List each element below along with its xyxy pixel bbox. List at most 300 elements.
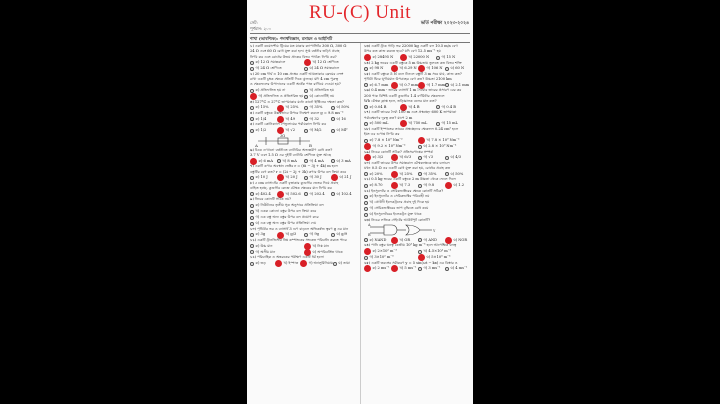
answer-bubble — [250, 176, 254, 180]
exam-page — [247, 0, 473, 404]
question-text-line — [250, 111, 358, 116]
answer-bubble — [445, 83, 449, 87]
option-label: গ) 0.4 B — [441, 104, 456, 109]
option-label: ক) 15% — [255, 105, 269, 110]
option-label: গ) M/2 — [309, 128, 322, 133]
logic-gate-figure — [364, 223, 472, 237]
option-label: গ) অ্যালুমিনিয়াম — [308, 260, 333, 265]
option-label: খ) প্রতিসরিত হয় — [309, 88, 335, 93]
question-text: ইনসুলেটর ও সেমিকন্ডাক্টরের ক্ষেত্রে কোনটি সঠিক? — [371, 188, 444, 193]
answer-bubble — [364, 256, 368, 260]
option-label: গ) অসীম মান — [255, 249, 276, 254]
answer-bubble — [364, 172, 368, 176]
option-label: ঘ) 5×10³ m⁻³ — [426, 254, 451, 259]
answer-option[interactable] — [364, 66, 391, 71]
question-number: ৩। — [250, 99, 255, 104]
answer-bubble — [331, 117, 335, 121]
page-title: RU-(C) Unit — [308, 2, 412, 23]
answer-bubble — [364, 184, 368, 188]
option-label: গ) 9g — [309, 232, 319, 237]
option-label: ঘ) 21 J — [339, 175, 352, 180]
option-label: খ) 7.8 × 10⁹ Nm⁻² — [426, 137, 460, 142]
answer-options-row — [364, 266, 472, 272]
statement-item — [364, 212, 472, 217]
question-text: ৫ cm ব্যাসার্ধের একটি বৃত্তাকার কুণ্ডলীর ভেতর দিয়ে প্রবাহ — [254, 180, 339, 185]
answer-bubble — [250, 89, 254, 93]
answer-bubble — [445, 156, 449, 160]
option-label: গ) 4 mA — [309, 158, 324, 163]
option-label: খ) 25% — [285, 105, 299, 110]
answer-option[interactable] — [364, 172, 391, 177]
set-label: সেট: — [250, 20, 258, 25]
answer-option[interactable] — [436, 121, 472, 126]
option-label: ঘ) তামা — [338, 260, 350, 265]
question-text: পৃথিবী ঘিরে ঘূর্ণায়মান উপগ্রহের বেগ কত? উচ্চতা 2100 km — [364, 77, 452, 82]
option-label: খ) 20 J — [285, 175, 298, 180]
answer-bubble — [364, 201, 368, 205]
option-label: গ) 30 J — [309, 175, 322, 180]
answer-bubble — [304, 159, 308, 163]
option-label: গ) 15 mL — [441, 121, 458, 126]
answer-option[interactable] — [250, 66, 304, 71]
option-label: ক) 28495 N — [372, 54, 394, 59]
answer-option[interactable] — [331, 105, 358, 110]
answer-option[interactable] — [331, 232, 358, 237]
statement-option[interactable] — [250, 215, 358, 221]
option-label: খ) 6√3 — [399, 155, 412, 160]
statement-item — [364, 206, 472, 211]
option-label: খ) 8 mA — [282, 158, 297, 163]
question-text: রাখা একটি চুম্বক ক্ষেত্রে প্রতিটি দিকে ঝুলছে। যদি 4 cm পুরুত্ব — [250, 77, 339, 82]
answer-option[interactable] — [331, 117, 358, 122]
option-label: ঘ) 60 N — [450, 66, 465, 71]
answer-bubble — [304, 176, 308, 180]
statement-text: ক) ইনসুলেটর ও সেমিকন্ডাক্টর পরিবাহী নয় — [369, 194, 430, 199]
option-label: গ) √3 — [423, 155, 433, 160]
answer-option[interactable] — [250, 250, 304, 255]
question-text: 127°C ও 27°C তাপমাত্রার মধ্যে কার্নো ইঞ্জিনের দক্ষতা কত? — [254, 99, 344, 104]
question-number: ১২। — [250, 255, 258, 260]
question-number: ১৬। — [364, 88, 372, 93]
answer-bubble — [333, 262, 337, 266]
option-label: ক) উচ্চ মান — [255, 243, 273, 248]
answer-option[interactable] — [364, 121, 400, 126]
option-label: ক) 6 mA — [258, 158, 273, 163]
question-text: একটি ট্রাক গাড়ি ভর 22000 kg একটি বল 10.5 m/s বেগ — [371, 44, 458, 48]
question-number: ১৩। — [364, 44, 372, 48]
question-number: ২১। — [364, 177, 372, 182]
statement-item — [364, 200, 472, 205]
option-label: গ) 1.7 mm — [426, 82, 446, 87]
question-text: একটি তারের দৈর্ঘ্য 100 m এবং প্রস্থচ্ছেদ 600 K তাপমাত্রা — [371, 110, 457, 115]
answer-bubble — [418, 184, 422, 188]
answer-bubble — [250, 192, 254, 196]
session-label: ভর্তি পরীক্ষা ২০২৩-২০২৪ — [420, 21, 469, 26]
answer-option[interactable] — [445, 266, 472, 271]
answer-option[interactable] — [418, 238, 445, 243]
option-label: গ) 24 Ω শ্রেণিতে — [255, 66, 282, 71]
option-label: গ) 3×10² m⁻³ — [369, 254, 394, 259]
option-label: ক) 8.70 — [369, 183, 383, 188]
option-label: ঘ) 1.2 — [453, 183, 464, 188]
option-label: ঘ) NOR — [453, 237, 468, 242]
answer-bubble — [304, 233, 308, 237]
question-number: ৬। — [250, 147, 255, 152]
question-text: একটি ট্রানজিস্টর নিম্ন কম্পাংকের সংকেত পরিবর্ধন করতে পারে — [257, 238, 347, 243]
answer-bubble — [418, 156, 422, 160]
answer-option[interactable] — [418, 183, 445, 188]
question-number: ৫। — [250, 122, 255, 127]
answer-option[interactable] — [418, 155, 445, 160]
question-number: ৪। — [250, 111, 255, 116]
marked-answer-dot — [300, 260, 307, 267]
option-label: ক) 402.4 — [255, 191, 271, 196]
answer-option[interactable] — [445, 172, 472, 177]
option-label: ক) 2×10² m⁻³ — [372, 248, 397, 253]
question-text: পৃথিবীর ভর ও ব্যাসার্ধ 3 গুণ বাড়লে অভিকর্ষজ ত্বরণ g এর মান — [257, 226, 349, 231]
answer-bubble — [250, 262, 254, 266]
option-label: গ) 106 N — [426, 66, 443, 71]
question-text: বস্তুটির বেগ কত? r = (2i − 2j + 3k) কণার উপর বল ক্রিয়া করে — [250, 169, 347, 174]
answer-option[interactable] — [250, 192, 277, 197]
option-label: ক) 20% — [369, 171, 383, 176]
option-label: ক) NAND — [369, 237, 387, 242]
figure-label-mid: 3Ω — [280, 133, 286, 138]
answer-option[interactable] — [304, 128, 331, 133]
answer-bubble — [304, 106, 308, 110]
answer-bubble — [436, 56, 440, 60]
option-label: গ) 9.2 × 10⁹ Nm⁻² — [372, 143, 406, 148]
answer-option[interactable] — [250, 117, 277, 122]
option-label: খ) √2 — [285, 128, 295, 133]
answer-option[interactable] — [333, 261, 358, 266]
answer-bubble — [445, 267, 449, 271]
statement-option[interactable] — [250, 203, 358, 209]
answer-option[interactable] — [331, 128, 358, 133]
question-text: একটি তারের উপর সমান্তরাল চৌম্বকক্ষেত্রে তার চলাচল — [371, 160, 450, 165]
answer-option[interactable] — [304, 232, 331, 237]
answer-bubble — [364, 195, 368, 199]
question-number: ১৫। — [364, 71, 372, 76]
answer-bubble — [250, 216, 254, 220]
header-divider — [250, 33, 470, 34]
statement-item — [250, 203, 358, 208]
option-label: ঘ) 4 ms⁻¹ — [450, 266, 468, 271]
option-label: গ) 9.8 — [423, 183, 435, 188]
answer-bubble — [250, 210, 254, 214]
answer-bubble — [445, 172, 449, 176]
answer-option[interactable] — [418, 144, 472, 149]
option-label: খ) ইস্পাত — [283, 260, 299, 265]
answer-bubble — [364, 105, 368, 109]
answer-bubble — [331, 106, 335, 110]
gate-input-a: A — [368, 223, 371, 228]
option-label: ঘ) 24 Ω সমান্তরালে — [309, 66, 340, 71]
answer-option[interactable] — [250, 175, 277, 180]
question-text: পরিবাহিক ও অন্তরকের পরীক্ষণ একটি ধর্ম হলো — [257, 255, 324, 260]
answer-bubble — [304, 129, 308, 133]
answer-bubble — [250, 244, 254, 248]
answer-option[interactable] — [250, 105, 277, 110]
answer-option[interactable] — [364, 105, 400, 110]
answer-option[interactable] — [304, 105, 331, 110]
statement-item — [250, 209, 358, 214]
question-text: একটি কণার অবস্থান ভেক্টর r = (6i − 3j + 4k) m হলে — [254, 164, 338, 169]
question-text: একটি ইস্পাতের তারের প্রস্থচ্ছেদের ক্ষেত্রফল 0.24 cm² হলে — [371, 126, 459, 131]
question-number: ২৩। — [364, 218, 372, 223]
answer-option[interactable] — [304, 66, 358, 71]
answer-bubble — [250, 129, 254, 133]
question-number: ২৪। — [364, 243, 372, 248]
circuit-figure — [250, 134, 358, 148]
question-text: উপর কত কাজ করতে হবে? যদি বেগ 12.5 ms⁻¹ হয় — [364, 49, 441, 54]
option-label: ক) 12 Ω সমান্তরালে — [255, 60, 286, 65]
answer-bubble — [250, 233, 254, 237]
answer-bubble — [364, 139, 368, 143]
gate-output: Y — [433, 229, 436, 234]
option-label: গ) প্রতিফলিত ও প্রতিসরিত হয় — [258, 94, 304, 99]
question-text: 0.4 mm - তারের ব্যাসার্ধ 1 m দৈর্ঘ্যের তারের প্রসারণ বের কর — [371, 88, 462, 93]
option-label: খ) 4.5×10² m⁻³ — [423, 248, 452, 253]
option-label: খ) 750 mL — [408, 121, 428, 126]
option-label: খ) নিম্ন মান — [312, 243, 329, 248]
question-number: ২০। — [364, 160, 372, 165]
option-label: ঘ) 50% — [336, 105, 350, 110]
option-label: ক) তড় — [255, 260, 266, 265]
answer-bubble — [436, 105, 440, 109]
option-label: ক) 2 ms⁻¹ — [372, 266, 390, 271]
question-text: 0.5 kg ভরের একটি বস্তুকে 2 m উচ্চতা থেকে ফেলে দিলে — [371, 177, 456, 182]
option-label: গ) 3 ms⁻¹ — [423, 266, 441, 271]
answer-option[interactable] — [250, 60, 304, 65]
answer-option[interactable] — [364, 83, 391, 88]
question-text: ইয়ং এর গুণাঙ্ক নির্ণয় কর — [364, 132, 400, 137]
section-label: শাখা (আবশ্যিক): পদার্থবিজ্ঞান, রসায়ন ও আইসিটি — [250, 36, 333, 41]
answer-option[interactable] — [364, 183, 391, 188]
answer-option[interactable] — [304, 88, 358, 93]
answer-bubble — [364, 83, 368, 87]
answer-bubble — [418, 145, 422, 149]
option-label: ক) 3g — [255, 232, 266, 237]
option-label: গ) 32 — [309, 116, 319, 121]
answer-bubble — [364, 67, 368, 71]
marked-answer-dot — [364, 265, 371, 272]
statement-text: ক) নিউটনের তৃতীয় সূত্র অনুসারে প্রতিক্রিয়া বল — [255, 203, 324, 208]
option-label: ক) 1/2 — [255, 128, 267, 133]
question-number: ১। — [250, 44, 255, 48]
answer-bubble — [331, 159, 335, 163]
statement-item — [250, 215, 358, 220]
answer-options-row — [250, 261, 358, 267]
answer-option[interactable] — [391, 265, 418, 272]
option-label: ঘ) 2.1 mm — [450, 82, 470, 87]
question-text-line — [250, 100, 358, 105]
question-text: পর্যবেক্ষণের দূরত্ব কত? মাপে 2 m — [364, 115, 413, 120]
option-label: ঘ) 3 mA — [336, 158, 351, 163]
answer-bubble — [250, 67, 254, 71]
question-text: একটি ত্রয়োদশীয় ট্রিমের মত মাত্রার ক্যাপাসিটর 300 Ω, 300 Ω — [254, 44, 347, 48]
statement-text: খ) একক কোনো বস্তুর উপর বল ক্রিয়া করে — [255, 209, 317, 214]
statement-item — [364, 194, 472, 199]
option-label: গ) 15 N — [441, 54, 456, 59]
question-number: ১৭। — [364, 110, 372, 115]
option-label: খ) 25% — [399, 171, 413, 176]
answer-option[interactable] — [445, 66, 472, 71]
option-label: গ) AND — [423, 237, 438, 242]
question-text-line — [250, 227, 358, 232]
answer-bubble — [364, 238, 368, 242]
answer-option[interactable] — [300, 260, 333, 267]
answer-bubble — [418, 172, 422, 176]
option-label: ঘ) 4/3 — [450, 155, 462, 160]
option-label: ঘ) 50% — [450, 171, 464, 176]
answer-bubble — [304, 89, 308, 93]
logic-gate-diagram — [368, 223, 438, 237]
answer-bubble — [418, 267, 422, 271]
statement-option[interactable] — [364, 200, 472, 206]
statement-text: ঘ) এক বস্তু অন্য বস্তুর উপর প্রতিক্রিয়া দেয় — [255, 221, 317, 226]
answer-option[interactable] — [331, 192, 358, 197]
question-text: একটি তরঙ্গের সমীকরণ y = 5 sin(ωt − kx) এর বিস্তার ও — [371, 260, 458, 265]
statement-text: গ) এক বস্তু অন্য বস্তুর উপর বল প্রয়োগ করে — [255, 215, 319, 220]
question-text: 3.7 V এবং 1.5 Ω এর দুইটি ব্যাটারি শ্রেণিতে যুক্ত আছে — [250, 152, 332, 157]
marked-answer-dot — [275, 260, 282, 267]
option-label: গ) 35% — [423, 171, 437, 176]
question-text: নিচের লজিক গেইটের আউটপুট কোনটি? — [371, 218, 431, 223]
option-label: গ) 35% — [309, 105, 323, 110]
option-label: খ) 4 B — [408, 104, 420, 109]
question-text: চিত্রে দেখানো বর্তনীতে ব্যাটারির অভ্যন্তরীণ রোধ কত? — [254, 147, 333, 152]
option-label: খ) 7.3 — [399, 183, 411, 188]
answer-option[interactable] — [304, 159, 331, 164]
answer-bubble — [418, 238, 422, 242]
answer-option[interactable] — [250, 232, 277, 237]
answer-option[interactable] — [445, 182, 472, 189]
option-label: খ) 6.29 N — [399, 66, 417, 71]
option-label: ক) 3/2 — [372, 155, 384, 160]
answer-bubble — [445, 67, 449, 71]
answer-option[interactable] — [277, 159, 304, 164]
answer-option[interactable] — [250, 261, 275, 266]
question-text: 200 পাক বিশিষ্ট একটি কুণ্ডলীর 1.4 বর্গমিটার ক্ষেত্রফলে — [364, 93, 445, 98]
answer-option[interactable] — [331, 159, 358, 164]
question-number: ১৪। — [364, 60, 372, 65]
question-text: Wb চৌম্বক ফ্লাক্স হলে, তড়িচ্চালক বলের মান কত? — [364, 99, 437, 104]
question-text: বাহিত হচ্ছে, কুণ্ডলীর কেন্দ্রে চৌম্বক ক্ষেত্রের মান নির্ণয় কর — [250, 186, 332, 191]
question-text: নিচের কোনটি সঠিক? প্রতিসরণাঙ্কের সম্পর্ক — [371, 149, 433, 154]
question-text: নিচের কোনটি সঠিক নয়? — [254, 197, 292, 202]
answer-option[interactable] — [445, 155, 472, 160]
answer-option[interactable] — [364, 255, 418, 260]
question-text: 24 Ω এবং 60 Ω রোধ যুক্ত করা হল। সুপ্ত বর্তনীর তড়িৎ প্রবাহ — [250, 49, 340, 54]
answer-bubble — [277, 159, 281, 163]
answer-option[interactable] — [364, 265, 391, 272]
question-number: ২৫। — [364, 260, 372, 265]
option-label: ঘ) কোনোটিই নয় — [309, 94, 335, 99]
option-label: খ) 0.7 mm — [399, 82, 418, 87]
figure-label-right: B — [309, 142, 312, 148]
question-text: একটি বস্তুকে উল্লম্বভাবে উপরে নিক্ষেপ করলে g = 9.8 ms⁻² — [254, 111, 344, 116]
option-label: ক) 10 J — [255, 175, 268, 180]
answer-bubble — [418, 250, 422, 254]
figure-label-left: A — [255, 142, 258, 148]
question-text: যখন 0.5 Ω এর একটি রোধ যুক্ত করা হয়, রোধের প্রবাহ কত — [364, 166, 451, 171]
question-number: ১০। — [250, 226, 258, 231]
statement-option[interactable] — [250, 209, 358, 215]
answer-bubble — [364, 122, 368, 126]
question-text: 2 kg ভরের একটি বস্তুকে 5 m উচ্চতায় তুলতে কত বিভব শক্তি — [371, 60, 462, 65]
option-label: ক) 0.04 B — [369, 104, 387, 109]
answer-bubble — [331, 233, 335, 237]
answer-bubble — [364, 207, 368, 211]
option-label: খ) 5 ms⁻¹ — [399, 266, 417, 271]
option-label: ঘ) 102.4 — [336, 191, 352, 196]
option-label: ক) 500 mL — [369, 121, 389, 126]
left-question-column — [250, 44, 358, 404]
question-number: ১৯। — [364, 149, 372, 154]
statement-text: খ) প্রোটনী ইলেকট্রনের প্রবাহ দুই দিকে হয় — [369, 200, 430, 205]
answer-option[interactable] — [304, 192, 331, 197]
answer-bubble — [331, 129, 335, 133]
answer-options-row — [250, 60, 358, 66]
answer-bubble — [364, 213, 368, 217]
question-text: একটি বস্তুকে 5 N বলে টানলে বস্তুটি 3 m সরে যায়, কাজ কত? — [371, 71, 462, 76]
answer-option[interactable] — [250, 128, 277, 133]
option-label: ঘ) Ml² — [336, 128, 348, 133]
question-number: ১১। — [250, 238, 258, 243]
question-number: ৯। — [250, 197, 255, 202]
answer-option[interactable] — [304, 175, 331, 180]
answer-bubble — [250, 250, 254, 254]
option-label: খ) g/3 — [285, 232, 297, 237]
option-label: ক) 7.8 × 10⁹ Nm⁻² — [369, 137, 403, 142]
option-label: ঘ) 16 — [336, 116, 346, 121]
answer-option[interactable] — [436, 55, 472, 60]
answer-bubble — [331, 192, 335, 196]
option-label: ক) 98 N — [369, 66, 384, 71]
marked-answer-dot — [445, 182, 452, 189]
question-number: ৮। — [250, 180, 255, 185]
answer-option[interactable] — [250, 244, 304, 249]
option-label: ক) 1/4 — [255, 116, 267, 121]
question-number: ৭। — [250, 164, 255, 169]
answer-option[interactable] — [304, 117, 331, 122]
question-text: একটি কোনিক্যাল পেন্ডুলামের পর্যায়কাল নির্ণয় কর — [254, 122, 327, 127]
answer-option[interactable] — [418, 172, 445, 177]
answer-option[interactable] — [364, 238, 391, 243]
answer-bubble — [250, 106, 254, 110]
statement-text: গ) সেমিকন্ডাক্টরের তাপ বৃদ্ধিতে রোধ কমে — [369, 206, 429, 211]
statement-text: ঘ) ইনসুলেটরের ইলেকট্রন মুক্ত থাকে — [369, 212, 422, 217]
option-label: খ) 12 Ω শ্রেণিতে — [312, 60, 339, 65]
gate-input-b: B — [368, 233, 371, 238]
answer-bubble — [436, 122, 440, 126]
answer-option[interactable] — [445, 83, 472, 88]
option-label: খ) 49 — [285, 116, 295, 121]
question-number: ১৮। — [364, 126, 372, 131]
answer-bubble — [304, 117, 308, 121]
question-text: পানি বস্তুর ঘনত্ব কেন্দ্রীয় 10³ kg m⁻³ হলে আপেক্ষিক ঘনত্ব — [371, 243, 457, 248]
option-label: খ) 502.6 — [285, 191, 301, 196]
answer-option[interactable] — [304, 94, 358, 99]
answer-option[interactable] — [418, 266, 445, 271]
answer-option[interactable] — [275, 260, 300, 267]
question-text: নির্ণয় কর এবং রোধের উভয় প্রান্তের বিভব পার্থক্য নির্ণয় কর? — [250, 54, 337, 59]
option-label: খ) OR — [399, 237, 411, 242]
answer-bubble — [304, 192, 308, 196]
answer-option[interactable] — [436, 105, 472, 110]
answer-bubble — [250, 204, 254, 208]
